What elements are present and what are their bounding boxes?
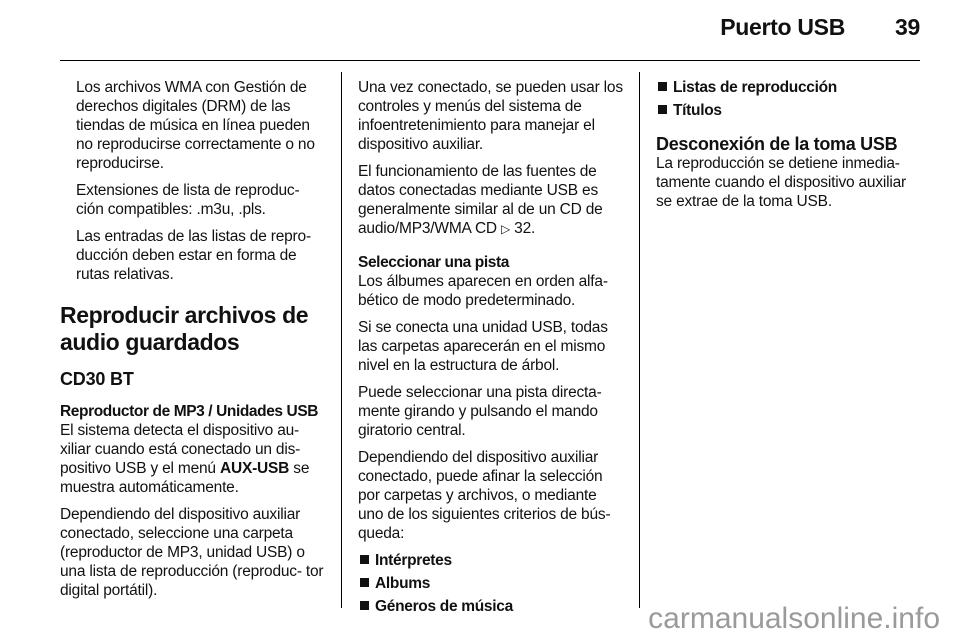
page-reference-icon: ▷ bbox=[501, 222, 511, 236]
page-number: 39 bbox=[895, 14, 920, 40]
list-item bbox=[656, 78, 922, 97]
playlist-extensions-note: Extensiones de lista de reproduc‐ ción compatibles: .m3u, .pls. bbox=[76, 182, 300, 218]
bullet-square-icon bbox=[658, 105, 667, 114]
list-item bbox=[358, 597, 624, 616]
list-item bbox=[358, 574, 624, 593]
disconnect-paragraph: La reproducción se detiene inmedia‐ tamente cuando el dispositivo auxiliar se extrae de la toma USB. bbox=[656, 155, 907, 210]
header-rule bbox=[60, 60, 920, 61]
list-item-label: Listas de reproducción bbox=[673, 79, 837, 96]
playlist-paths-note: Las entradas de las listas de repro‐ ducción deben estar en forma de rutas relativas. bbox=[76, 228, 311, 283]
mp3-usb-label: Reproductor de MP3 / Unidades USB bbox=[60, 403, 319, 420]
list-item-label: Géneros de música bbox=[375, 598, 513, 615]
disconnect-heading: Desconexión de la toma USB bbox=[656, 134, 898, 154]
bullet-square-icon bbox=[360, 578, 369, 587]
select-track-paragraph bbox=[358, 253, 624, 310]
list-item bbox=[656, 101, 922, 120]
select-folder-paragraph: Dependiendo del dispositivo auxiliar conectado, seleccione una carpeta (reproductor de MP3, unidad USB) o una lista de reproducción (reproduc‐ tor digital portátil). bbox=[60, 506, 324, 599]
usb-sources-text-b: 32. bbox=[510, 220, 536, 237]
column-1 bbox=[60, 78, 328, 608]
select-track-label: Seleccionar una pista bbox=[358, 254, 509, 271]
list-item-label: Títulos bbox=[673, 102, 722, 119]
usb-sources-text-a: El funcionamiento de las fuentes de datos conectadas mediante USB es generalmente similar al de un CD de audio/MP3/WMA CD bbox=[358, 163, 603, 237]
direct-track-paragraph: Puede seleccionar una pista directa‐ mente girando y pulsando el mando giratorio central. bbox=[358, 384, 602, 439]
mp3-usb-text-b: se muestra automáticamente. bbox=[60, 460, 310, 496]
section-subheading: CD30 BT bbox=[60, 369, 134, 389]
controls-paragraph: Una vez conectado, se pueden usar los controles y menús del sistema de infoentretenimiento para manejar el dispositivo auxiliar. bbox=[358, 79, 623, 153]
column-2 bbox=[358, 78, 624, 620]
page-header bbox=[720, 14, 920, 41]
column-3 bbox=[656, 78, 922, 219]
column-divider-2 bbox=[639, 72, 640, 608]
usb-sources-paragraph bbox=[358, 162, 624, 239]
section-heading: Reproducir archivos de audio guardados bbox=[60, 302, 309, 355]
aux-usb-menu-label: AUX-USB bbox=[219, 460, 290, 477]
watermark: carmanualsonline.info bbox=[648, 602, 940, 635]
albums-order-text: Los álbumes aparecen en orden alfa‐ bético de modo predeterminado. bbox=[358, 273, 608, 309]
list-item-label: Albums bbox=[375, 575, 431, 592]
list-item-label: Intérpretes bbox=[375, 552, 452, 569]
usb-folders-paragraph: Si se conecta una unidad USB, todas las carpetas aparecerán en el mismo nivel en la estructura de árbol. bbox=[358, 319, 608, 374]
column-divider-1 bbox=[341, 72, 342, 608]
list-item bbox=[358, 551, 624, 570]
bullet-square-icon bbox=[360, 601, 369, 610]
bullet-square-icon bbox=[360, 555, 369, 564]
mp3-usb-text-a: El sistema detecta el dispositivo au‐ xiliar cuando está conectado un dis‐ positivo USB y el menú bbox=[60, 422, 301, 477]
bullet-square-icon bbox=[658, 82, 667, 91]
mp3-usb-paragraph bbox=[60, 402, 328, 497]
page-title: Puerto USB bbox=[720, 14, 846, 40]
drm-note: Los archivos WMA con Gestión de derechos digitales (DRM) de las tiendas de música en línea pueden no reproducirse correctamente o no reproducirse. bbox=[76, 79, 315, 172]
search-criteria-paragraph: Dependiendo del dispositivo auxiliar conectado, puede afinar la selección por carpetas y archivos, o mediante uno de los siguientes criterios de bús‐ queda: bbox=[358, 449, 611, 542]
